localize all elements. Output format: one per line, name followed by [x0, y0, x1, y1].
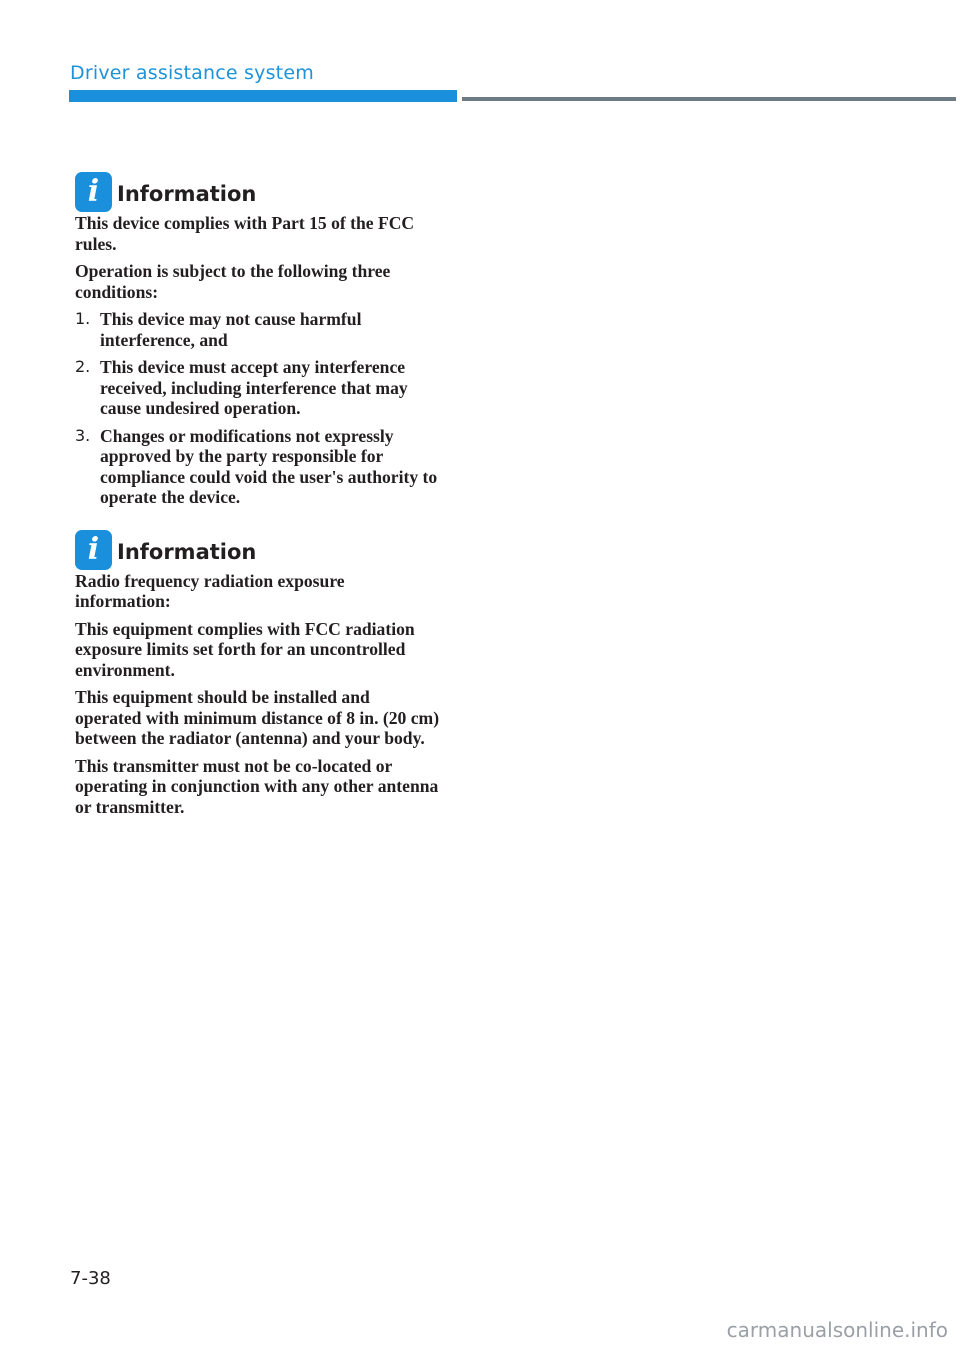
- paragraph: Radio frequency radiation exposure information:: [75, 570, 345, 611]
- info-title: Information: [117, 539, 257, 564]
- paragraph: This equipment complies with FCC radiation exposure limits set forth for an uncontrolled environment.: [75, 618, 415, 680]
- info-block-rf-exposure: [75, 530, 440, 818]
- list-item: [75, 357, 440, 419]
- paragraph: This transmitter must not be co-located or operating in conjunction with any other antenna or transmitter.: [75, 755, 439, 817]
- list-item-number: 1.: [75, 309, 91, 328]
- list-item-text: This device must accept any interference received, including interference that may cause undesired operation.: [100, 357, 408, 418]
- info-icon: i: [75, 530, 112, 570]
- page-content: [75, 172, 440, 839]
- paragraph: Operation is subject to the following three conditions:: [75, 261, 391, 302]
- page-number: 7-38: [70, 1268, 111, 1289]
- header-bar-accent: [69, 90, 457, 102]
- list-item: [75, 309, 440, 350]
- watermark: carmanualsonline.info: [726, 1318, 948, 1342]
- conditions-list: [75, 309, 440, 508]
- header-bar-rule: [462, 97, 956, 101]
- list-item-text: This device may not cause harmful interference, and: [100, 309, 362, 350]
- info-title: Information: [117, 182, 257, 206]
- paragraph: This equipment should be installed and operated with minimum distance of 8 in. (20 cm) between the radiator (antenna) and your body.: [75, 687, 440, 748]
- info-heading: [75, 172, 440, 212]
- section-title: Driver assistance system: [70, 62, 314, 84]
- info-block-fcc-part15: [75, 172, 440, 508]
- paragraph: This device complies with Part 15 of the FCC rules.: [75, 213, 415, 254]
- info-heading: [75, 530, 440, 570]
- list-item-number: 2.: [75, 357, 91, 376]
- list-item-text: Changes or modifications not expressly approved by the party responsible for compliance could void the user's authority to operate the device.: [100, 425, 438, 507]
- list-item-number: 3.: [75, 425, 91, 445]
- info-icon: i: [75, 172, 112, 212]
- list-item: [75, 426, 440, 508]
